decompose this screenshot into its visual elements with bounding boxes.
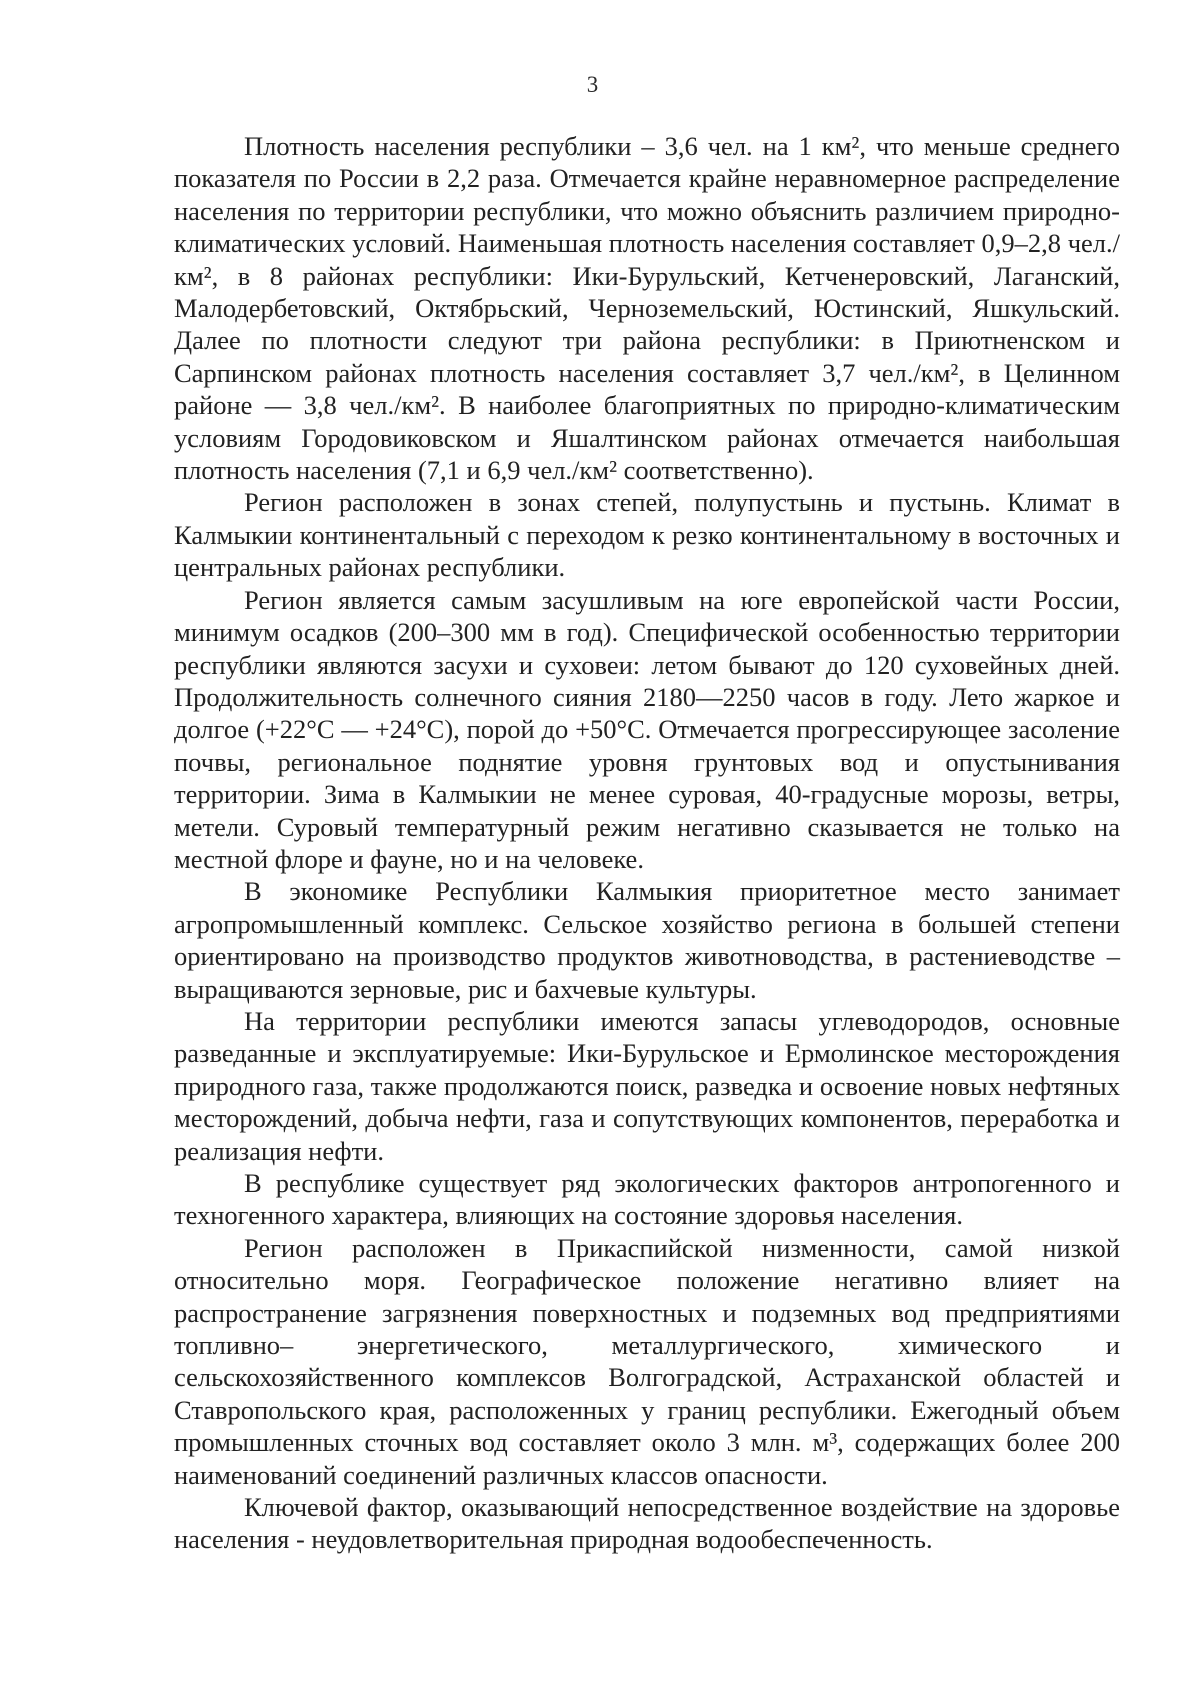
paragraph-water-supply: Ключевой фактор, оказывающий непосредственное воздействие на здоровье населения - неудовлетворительная природная водообеспеченность. xyxy=(174,1492,1120,1555)
paragraph-ecological-factors: В республике существует ряд экологических факторов антропогенного и техногенного характера, влияющих на состояние здоровья населения. xyxy=(174,1168,1120,1231)
paragraph-economy: В экономике Республики Калмыкия приоритетное место занимает агропромышленный комплекс. Сельское хозяйство региона в большей степени ориентировано на производство продуктов животноводства, в растениеводстве – выращиваются зерновые, рис и бахчевые культуры. xyxy=(174,876,1120,1004)
paragraph-climate-zones: Регион расположен в зонах степей, полупустынь и пустынь. Климат в Калмыкии континентальный с переходом к резко континентальному в восточных и центральных районах республики. xyxy=(174,487,1120,583)
document-body xyxy=(174,130,1120,1556)
paragraph-caspian-lowland: Регион расположен в Прикаспийской низменности, самой низкой относительно моря. Географическое положение негативно влияет на распространение загрязнения поверхностных и подземных вод предприятиями топливно– энергетического, металлургического, химического и сельскохозяйственного комплексов Волгоградской, Астраханской областей и Ставропольского края, расположенных у границ республики. Ежегодный объем промышленных сточных вод составляет около 3 млн. м³, содержащих более 200 наименований соединений различных классов опасности. xyxy=(174,1232,1120,1490)
paragraph-hydrocarbons: На территории республики имеются запасы углеводородов, основные разведанные и эксплуатируемые: Ики-Бурульское и Ермолинское месторождения природного газа, также продолжаются поиск, разведка и освоение новых нефтяных месторождений, добыча нефти, газа и сопутствующих компонентов, переработка и реализация нефти. xyxy=(174,1005,1120,1166)
page-number: 3 xyxy=(586,72,599,97)
paragraph-aridity: Регион является самым засушливым на юге европейской части России, минимум осадков (200–300 мм в год). Специфической особенностью территории республики являются засухи и суховеи: летом бывают до 120 суховейных дней. Продолжительность солнечного сияния 2180—2250 часов в году. Лето жаркое и долгое (+22°С — +24°С), порой до +50°С. Отмечается прогрессирующее засоление почвы, региональное поднятие уровня грунтовых вод и опустынивания территории. Зима в Калмыкии не менее суровая, 40-градусные морозы, ветры, метели. Суровый температурный режим негативно сказывается не только на местной флоре и фауне, но и на человеке. xyxy=(174,584,1120,874)
paragraph-population-density: Плотность населения республики – 3,6 чел. на 1 км², что меньше среднего показателя по России в 2,2 раза. Отмечается крайне неравномерное распределение населения по территории республики, что можно объяснить различием природно-климатических условий. Наименьшая плотность населения составляет 0,9–2,8 чел./км², в 8 районах республики: Ики-Бурульский, Кетченеровский, Лаганский, Малодербетовский, Октябрьский, Черноземельский, Юстинский, Яшкульский. Далее по плотности следуют три района республики: в Приютненском и Сарпинском районах плотность населения составляет 3,7 чел./км², в Целинном районе — 3,8 чел./км². В наиболее благоприятных по природно-климатическим условиям Городовиковском и Яшалтинском районах отмечается наибольшая плотность населения (7,1 и 6,9 чел./км² соответственно). xyxy=(174,131,1120,486)
